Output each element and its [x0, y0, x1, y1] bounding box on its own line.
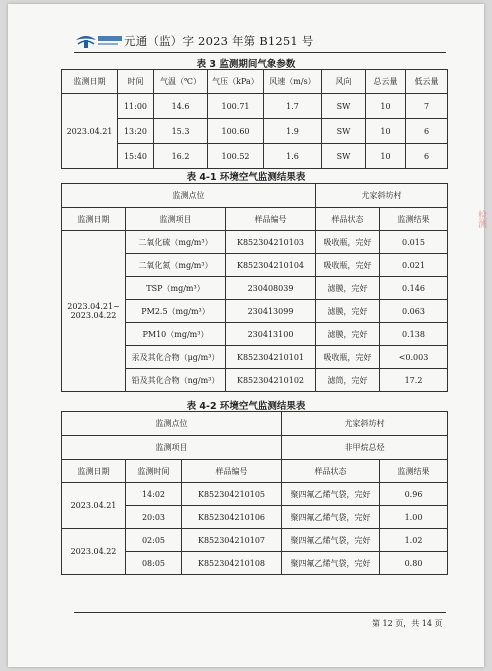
table-row — [62, 94, 448, 119]
header-cell: 低云量 — [406, 70, 448, 94]
table41-caption: 表 4-1 环境空气监测结果表 — [186, 172, 306, 183]
cell: 0.021 — [380, 254, 448, 277]
cell: 17.2 — [380, 369, 448, 392]
page-header — [74, 30, 446, 53]
cell: K852304210105 — [182, 483, 282, 506]
header-cell: 监测结果 — [380, 460, 448, 483]
cell: 1.7 — [264, 94, 322, 119]
cell: 11:00 — [118, 94, 154, 119]
date-cell: 2023.04.22 — [62, 529, 126, 575]
cell: PM10（mg/m³） — [126, 323, 226, 346]
cell: 滤膜，完好 — [316, 300, 380, 323]
cell: TSP（mg/m³） — [126, 277, 226, 300]
cell: 16.2 — [154, 144, 208, 169]
header-cell: 总云量 — [366, 70, 406, 94]
cell: 聚四氟乙烯气袋，完好 — [282, 506, 380, 529]
point-label: 监测点位 — [62, 184, 316, 208]
cell: 聚四氟乙烯气袋，完好 — [282, 529, 380, 552]
cell: 6 — [406, 144, 448, 169]
cell: PM2.5（mg/m³） — [126, 300, 226, 323]
point-label: 监测点位 — [62, 412, 282, 436]
cell: 0.80 — [380, 552, 448, 575]
cell: 聚四氟乙烯气袋，完好 — [282, 552, 380, 575]
cell: 1.00 — [380, 506, 448, 529]
cell: 10 — [366, 119, 406, 144]
cell: 10 — [366, 144, 406, 169]
header-cell: 监测时间 — [126, 460, 182, 483]
point-value: 尤家斜坊村 — [316, 184, 448, 208]
cell: 7 — [406, 94, 448, 119]
header-cell: 样品状态 — [316, 208, 380, 231]
header-cell: 监测日期 — [62, 460, 126, 483]
cell: SW — [322, 94, 366, 119]
cell: 0.015 — [380, 231, 448, 254]
cell: 吸收瓶，完好 — [316, 254, 380, 277]
cell: K852304210103 — [226, 231, 316, 254]
cell: 6 — [406, 119, 448, 144]
cell: K852304210104 — [226, 254, 316, 277]
cell: K852304210108 — [182, 552, 282, 575]
cell: 10 — [366, 94, 406, 119]
cell: 0.96 — [380, 483, 448, 506]
cell: 吸收瓶，完好 — [316, 231, 380, 254]
header-cell: 监测日期 — [62, 70, 118, 94]
cell: 1.6 — [264, 144, 322, 169]
air-quality-table-2 — [61, 411, 448, 575]
table-header-row — [62, 70, 448, 94]
cell: 铅及其化合物（ng/m³） — [126, 369, 226, 392]
item-row — [62, 436, 448, 460]
cell: 0.146 — [380, 277, 448, 300]
cell: 15.3 — [154, 119, 208, 144]
header-cell: 气压（kPa） — [208, 70, 264, 94]
header-cell: 监测日期 — [62, 208, 126, 231]
document-number: 元通（监）字 2023 年第 B1251 号 — [124, 34, 314, 48]
table-row — [62, 483, 448, 506]
cell: 0.138 — [380, 323, 448, 346]
cell: 08:05 — [126, 552, 182, 575]
cell: 14:02 — [126, 483, 182, 506]
cell: 二氧化氮（mg/m³） — [126, 254, 226, 277]
cell: 滤膜，完好 — [316, 277, 380, 300]
table-row — [62, 144, 448, 169]
table42-caption: 表 4-2 环境空气监测结果表 — [186, 401, 306, 412]
table-header-row — [62, 460, 448, 483]
cell: <0.003 — [380, 346, 448, 369]
seal-stamp: 检测 — [478, 211, 488, 230]
point-row — [62, 184, 448, 208]
header-cell: 气温（℃） — [154, 70, 208, 94]
cell: 汞及其化合物（μg/m³） — [126, 346, 226, 369]
cell: 滤筒，完好 — [316, 369, 380, 392]
page-number: 第 12 页，共 14 页 — [372, 619, 443, 628]
header-cell: 风向 — [322, 70, 366, 94]
cell: 100.71 — [208, 94, 264, 119]
item-value: 非甲烷总烃 — [282, 436, 448, 460]
table-header-row — [62, 208, 448, 231]
cell: 02:05 — [126, 529, 182, 552]
point-value: 尤家斜坊村 — [282, 412, 448, 436]
header-cell: 时间 — [118, 70, 154, 94]
cell: 230413099 — [226, 300, 316, 323]
cell: 20:03 — [126, 506, 182, 529]
table3-caption: 表 3 监测期间气象参数 — [196, 59, 296, 70]
date-cell: 2023.04.21~ 2023.04.22 — [62, 231, 126, 392]
table-row — [62, 529, 448, 552]
cell: K852304210107 — [182, 529, 282, 552]
cell: 1.9 — [264, 119, 322, 144]
cell: 100.52 — [208, 144, 264, 169]
header-cell: 样品编号 — [182, 460, 282, 483]
cell: 230413100 — [226, 323, 316, 346]
cell: K852304210102 — [226, 369, 316, 392]
cell: 230408039 — [226, 277, 316, 300]
weather-table — [61, 69, 448, 169]
cell: SW — [322, 119, 366, 144]
cell: K852304210106 — [182, 506, 282, 529]
cell: 14.6 — [154, 94, 208, 119]
table-row — [62, 231, 448, 254]
cell: 0.063 — [380, 300, 448, 323]
cell: 滤膜，完好 — [316, 323, 380, 346]
cell: 15:40 — [118, 144, 154, 169]
cell: 聚四氟乙烯气袋，完好 — [282, 483, 380, 506]
header-cell: 样品状态 — [282, 460, 380, 483]
cell: 吸收瓶，完好 — [316, 346, 380, 369]
cell: 二氧化硫（mg/m³） — [126, 231, 226, 254]
point-row — [62, 412, 448, 436]
item-label: 监测项目 — [62, 436, 282, 460]
cell: 1.02 — [380, 529, 448, 552]
cell: K852304210101 — [226, 346, 316, 369]
header-cell: 风速（m/s） — [264, 70, 322, 94]
header-cell: 监测项目 — [126, 208, 226, 231]
table-row — [62, 119, 448, 144]
company-logo-icon — [74, 30, 124, 50]
header-cell: 样品编号 — [226, 208, 316, 231]
cell: SW — [322, 144, 366, 169]
cell: 100.60 — [208, 119, 264, 144]
air-quality-table-1 — [61, 183, 448, 392]
date-cell: 2023.04.21 — [62, 483, 126, 529]
cell: 13:20 — [118, 119, 154, 144]
date-cell: 2023.04.21 — [62, 94, 118, 169]
header-cell: 监测结果 — [380, 208, 448, 231]
footer-divider — [74, 612, 446, 613]
